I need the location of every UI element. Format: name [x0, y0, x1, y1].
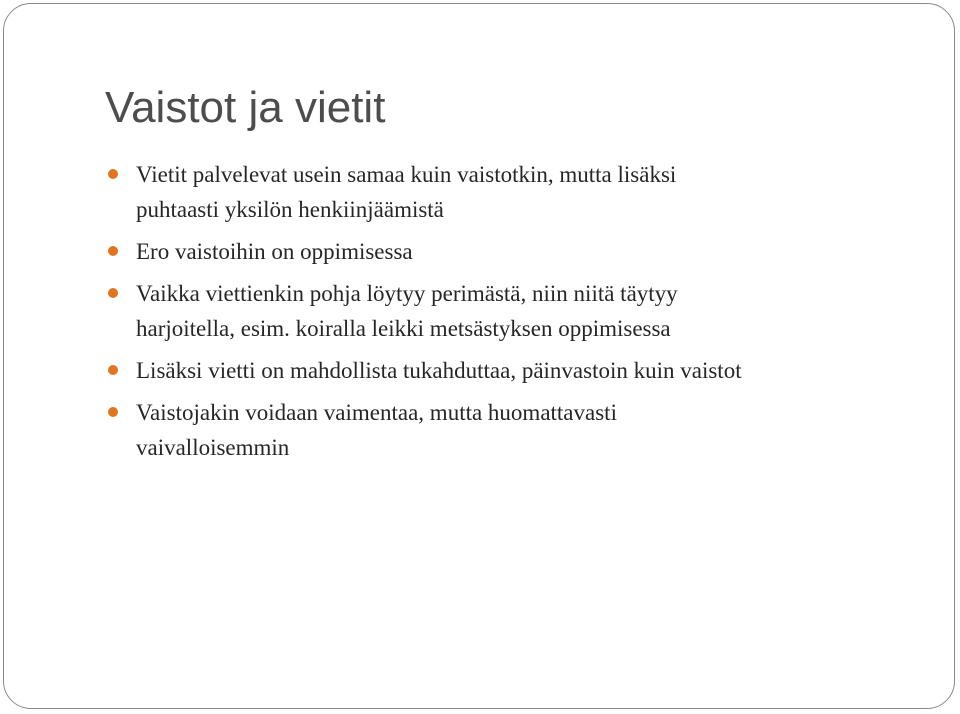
- bullet-text-line: Ero vaistoihin on oppimisessa: [136, 239, 413, 264]
- bullet-text-line: harjoitella, esim. koiralla leikki metsästyksen oppimisessa: [136, 316, 671, 341]
- bullet-item: [108, 395, 908, 465]
- bullet-dot-icon: [108, 246, 118, 256]
- bullet-dot-icon: [108, 365, 118, 375]
- bullet-item: [108, 157, 908, 227]
- bullet-item: [108, 234, 908, 269]
- bullet-text-line: vaivalloisemmin: [136, 435, 290, 460]
- bullet-list: [108, 157, 908, 472]
- bullet-item: [108, 276, 908, 346]
- bullet-text-line: Vaistojakin voidaan vaimentaa, mutta huomattavasti: [136, 400, 617, 425]
- bullet-dot-icon: [108, 169, 118, 179]
- bullet-dot-icon: [108, 288, 118, 298]
- bullet-dot-icon: [108, 407, 118, 417]
- bullet-text-line: puhtaasti yksilön henkiinjäämistä: [136, 197, 444, 222]
- slide-frame: [3, 3, 955, 709]
- bullet-text-line: Vaikka viettienkin pohja löytyy perimästä, niin niitä täytyy: [136, 281, 678, 306]
- slide-title: Vaistot ja vietit: [105, 83, 386, 132]
- bullet-item: [108, 353, 908, 388]
- bullet-text-line: Lisäksi vietti on mahdollista tukahduttaa, päinvastoin kuin vaistot: [136, 358, 742, 383]
- bullet-text-line: Vietit palvelevat usein samaa kuin vaistotkin, mutta lisäksi: [136, 162, 677, 187]
